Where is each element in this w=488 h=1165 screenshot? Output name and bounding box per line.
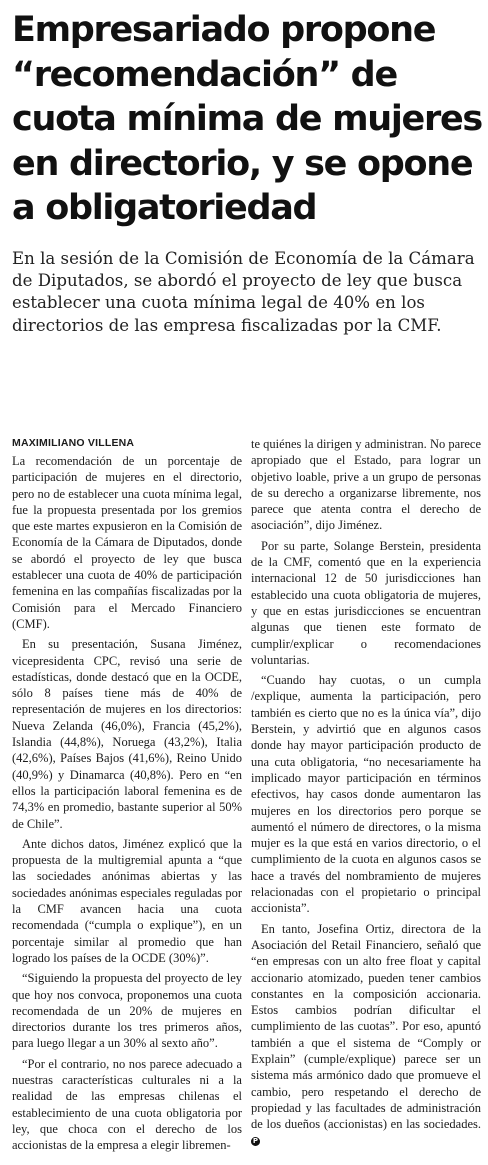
body-paragraph: “Por el contrario, no nos parece adecuado a nuestras características culturales ni a la realidad de las empresas chilenas el establecimiento de una cuota obligatoria por ley, que choca con el derecho de los accionistas de la empresa a elegir libremen-: [12, 1056, 242, 1153]
body-paragraph: En su presentación, Susana Jiménez, vicepresidenta CPC, revisó una serie de estadísticas, donde destacó que en la OCDE, sólo 8 países tiene más de 40% de representación de mujeres en los directorios: Nueva Zelanda (46,0%), Francia (45,2%), Islandia (44,8%), Noruega (43,2%), Italia (42,6%), Países Bajos (41,6%), Reino Unido (40,9%) y Dinamarca (40,8%). Pero en “en ellos la participación laboral femenina es de 74,3% en promedio, bastante superior al 50% de Chile”.: [12, 637, 242, 831]
headline: Empresariado propone “recomendación” de cuota mínima de mujeres en directorio, y se opone a obligatoriedad: [12, 10, 482, 228]
body-paragraph: Por su parte, Solange Berstein, presidenta de la CMF, comentó que en la experiencia internacional 12 de 50 jurisdicciones han establecido una cuota obligatoria de mujeres, y que en estas jurisdicciones se encuentran algunas que tienen este formato de cumplir/explicar o recomendaciones voluntarias.: [251, 538, 481, 667]
body-paragraph: Ante dichos datos, Jiménez explicó que la propuesta de la multigremial apunta a “que las sociedades anónimas abiertas y las sociedades anónimas especiales reguladas por la CMF avancen hacia una cuota recomendada (“cumpla o explique”), en un porcentaje similar al promedio que han logrado los países de la OCDE (30%)”.: [12, 836, 242, 965]
body-paragraph: La recomendación de un porcentaje de participación de mujeres en el directorio, pero no de establecer una cuota mínima legal, fue la propuesta presentada por los gremios que este martes expusieron en la Comisión de Economía de la Cámara de Diputados, donde se abordó el proyecto de ley que busca establecer una cuota de 40% de participación femenina en las compañías fiscalizadas por la Comisión para el Mercado Financiero (CMF).: [12, 454, 242, 631]
body-paragraph-text: En tanto, Josefina Ortiz, directora de la Asociación del Retail Financiero, señaló que “en empresas con un alto free float y capital accionario atomizado, pueden tener cambios constantes en la composición accionaria. Estos cambios podrían dificultar el cumplimiento de las cuotas”. Por eso, apuntó también a que el sistema de “Comply or Explain” (cumple/explique) parece ser un sistema más armónico dado que promueve el cambio, pero respetando el derecho de propiedad y las facultades de administración de los dueños (accionistas) en las sociedades.: [251, 921, 481, 1132]
body-paragraph: “Siguiendo la propuesta del proyecto de ley que hoy nos convoca, proponemos una cuota recomendada de un 20% de mujeres en directorios durante los tres primeros años, para luego llegar a un 30% al sexto año”.: [12, 971, 242, 1051]
body-paragraph: te quiénes la dirigen y administran. No parece apropiado que el Estado, para lograr un objetivo loable, prive a un grupo de personas de su derecho a organizarse libremente, nos parece que atenta contra el derecho de asociación”, dijo Jiménez.: [251, 437, 481, 533]
author-byline: MAXIMILIANO VILLENA: [12, 437, 135, 449]
body-paragraph-last: [251, 921, 481, 1149]
lead-paragraph: En la sesión de la Comisión de Economía de la Cámara de Diputados, se abordó el proyecto de ley que busca establecer una cuota mínima legal de 40% en los directorios de las empresa fiscalizadas por la CMF.: [12, 249, 475, 335]
end-of-article-icon: P: [252, 1137, 259, 1146]
article-column-left: [12, 436, 242, 1157]
body-paragraph: “Cuando hay cuotas, o un cumpla /explique, aumenta la participación, pero también es cierto que no es la única vía”, dijo Berstein, y advirtió que en algunos casos donde hay mayor participación producto de una cuta obligatoria, “no necesariamente ha implicado mayor participación en términos efectivos, hay casos donde aumentaron las mujeres en los directorios pero porque se aumentó el número de directores, o la misma mujer es la que está en varios directorio, o el cumplimiento de la cuota en algunos casos se hace a través del nombramiento de mujeres relacionadas con el propietario o principal accionista”.: [251, 673, 481, 916]
article-column-right: [251, 436, 481, 1153]
